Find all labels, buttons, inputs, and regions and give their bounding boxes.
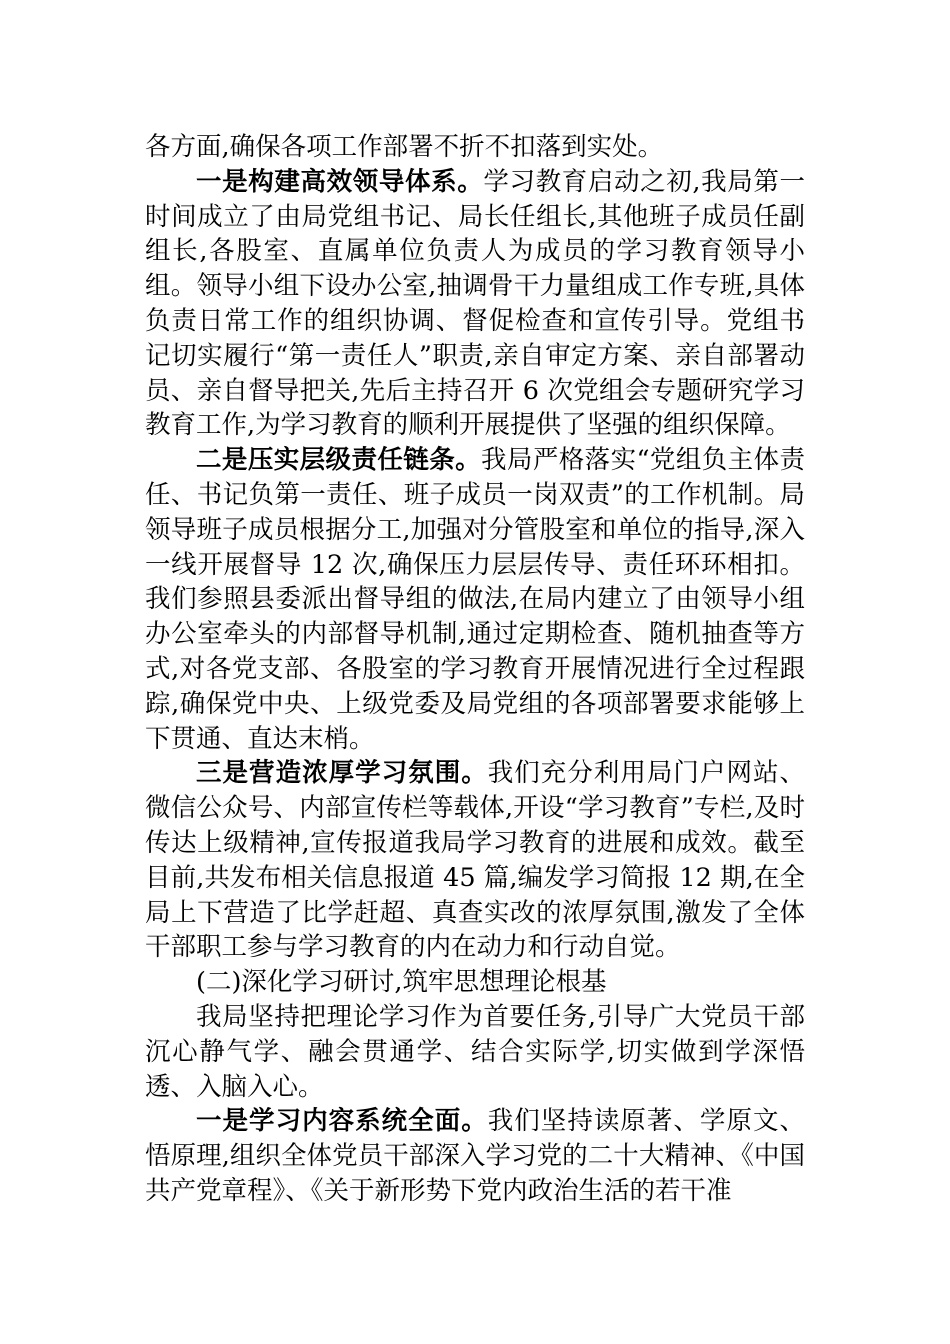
paragraph-heading: 一是学习内容系统全面。	[196, 1106, 488, 1137]
paragraph-learning-content	[145, 1104, 805, 1208]
paragraph-text: 各方面,确保各项工作部署不折不扣落到实处。	[145, 132, 664, 162]
paragraph-continuation	[145, 130, 805, 165]
paragraph-learning-atmosphere	[145, 756, 805, 965]
paragraph-text: 我们坚持读原著、学原文、悟原理,组织全体党员干部深入学习党的二十大精神、《中国共产党章程》、《关于新形势下党内政治生活的若干准	[145, 1106, 805, 1206]
section-heading-text: (二)深化学习研讨,筑牢思想理论根基	[196, 967, 607, 998]
paragraph-intro	[145, 1000, 805, 1104]
paragraph-responsibility-chain	[145, 443, 805, 756]
paragraph-text: 我局坚持把理论学习作为首要任务,引导广大党员干部沉心静气学、融会贯通学、结合实际学,切实做到学深悟透、入脑入心。	[145, 1001, 805, 1102]
paragraph-heading: 一是构建高效领导体系。	[196, 166, 484, 197]
paragraph-heading: 二是压实层级责任链条。	[196, 445, 482, 476]
section-heading	[145, 965, 805, 1000]
paragraph-text: 学习教育启动之初,我局第一时间成立了由局党组书记、局长任组长,其他班子成员任副组长,各股室、直属单位负责人为成员的学习教育领导小组。领导小组下设办公室,抽调骨干力量组成工作专班,具体负责日常工作的组织协调、督促检查和宣传引导。党组书记切实履行“第一责任人”职责,亲自审定方案、亲自部署动员、亲自督导把关,先后主持召开 6 次党组会专题研究学习教育工作,为学习教育的顺利开展提供了坚强的组织保障。	[145, 166, 805, 441]
paragraph-text: 我们充分利用局门户网站、微信公众号、内部宣传栏等载体,开设“学习教育”专栏,及时传达上级精神,宣传报道我局学习教育的进展和成效。截至目前,共发布相关信息报道 45 篇,编发学习简报 12 期,在全局上下营造了比学赶超、真查实改的浓厚氛围,激发了全体干部职工参与学习教育的内在动力和行动自觉。	[145, 758, 805, 963]
paragraph-leadership-system	[145, 165, 805, 443]
document-page	[145, 130, 805, 1209]
paragraph-heading: 三是营造浓厚学习氛围。	[196, 758, 488, 789]
paragraph-text: 我局严格落实“党组负主体责任、书记负第一责任、班子成员一岗双责”的工作机制。局领导班子成员根据分工,加强对分管股室和单位的指导,深入一线开展督导 12 次,确保压力层层传导、责任环环相扣。我们参照县委派出督导组的做法,在局内建立了由领导小组办公室牵头的内部督导机制,通过定期检查、随机抽查等方式,对各党支部、各股室的学习教育开展情况进行全过程跟踪,确保党中央、上级党委及局党组的各项部署要求能够上下贯通、直达末梢。	[145, 445, 805, 754]
